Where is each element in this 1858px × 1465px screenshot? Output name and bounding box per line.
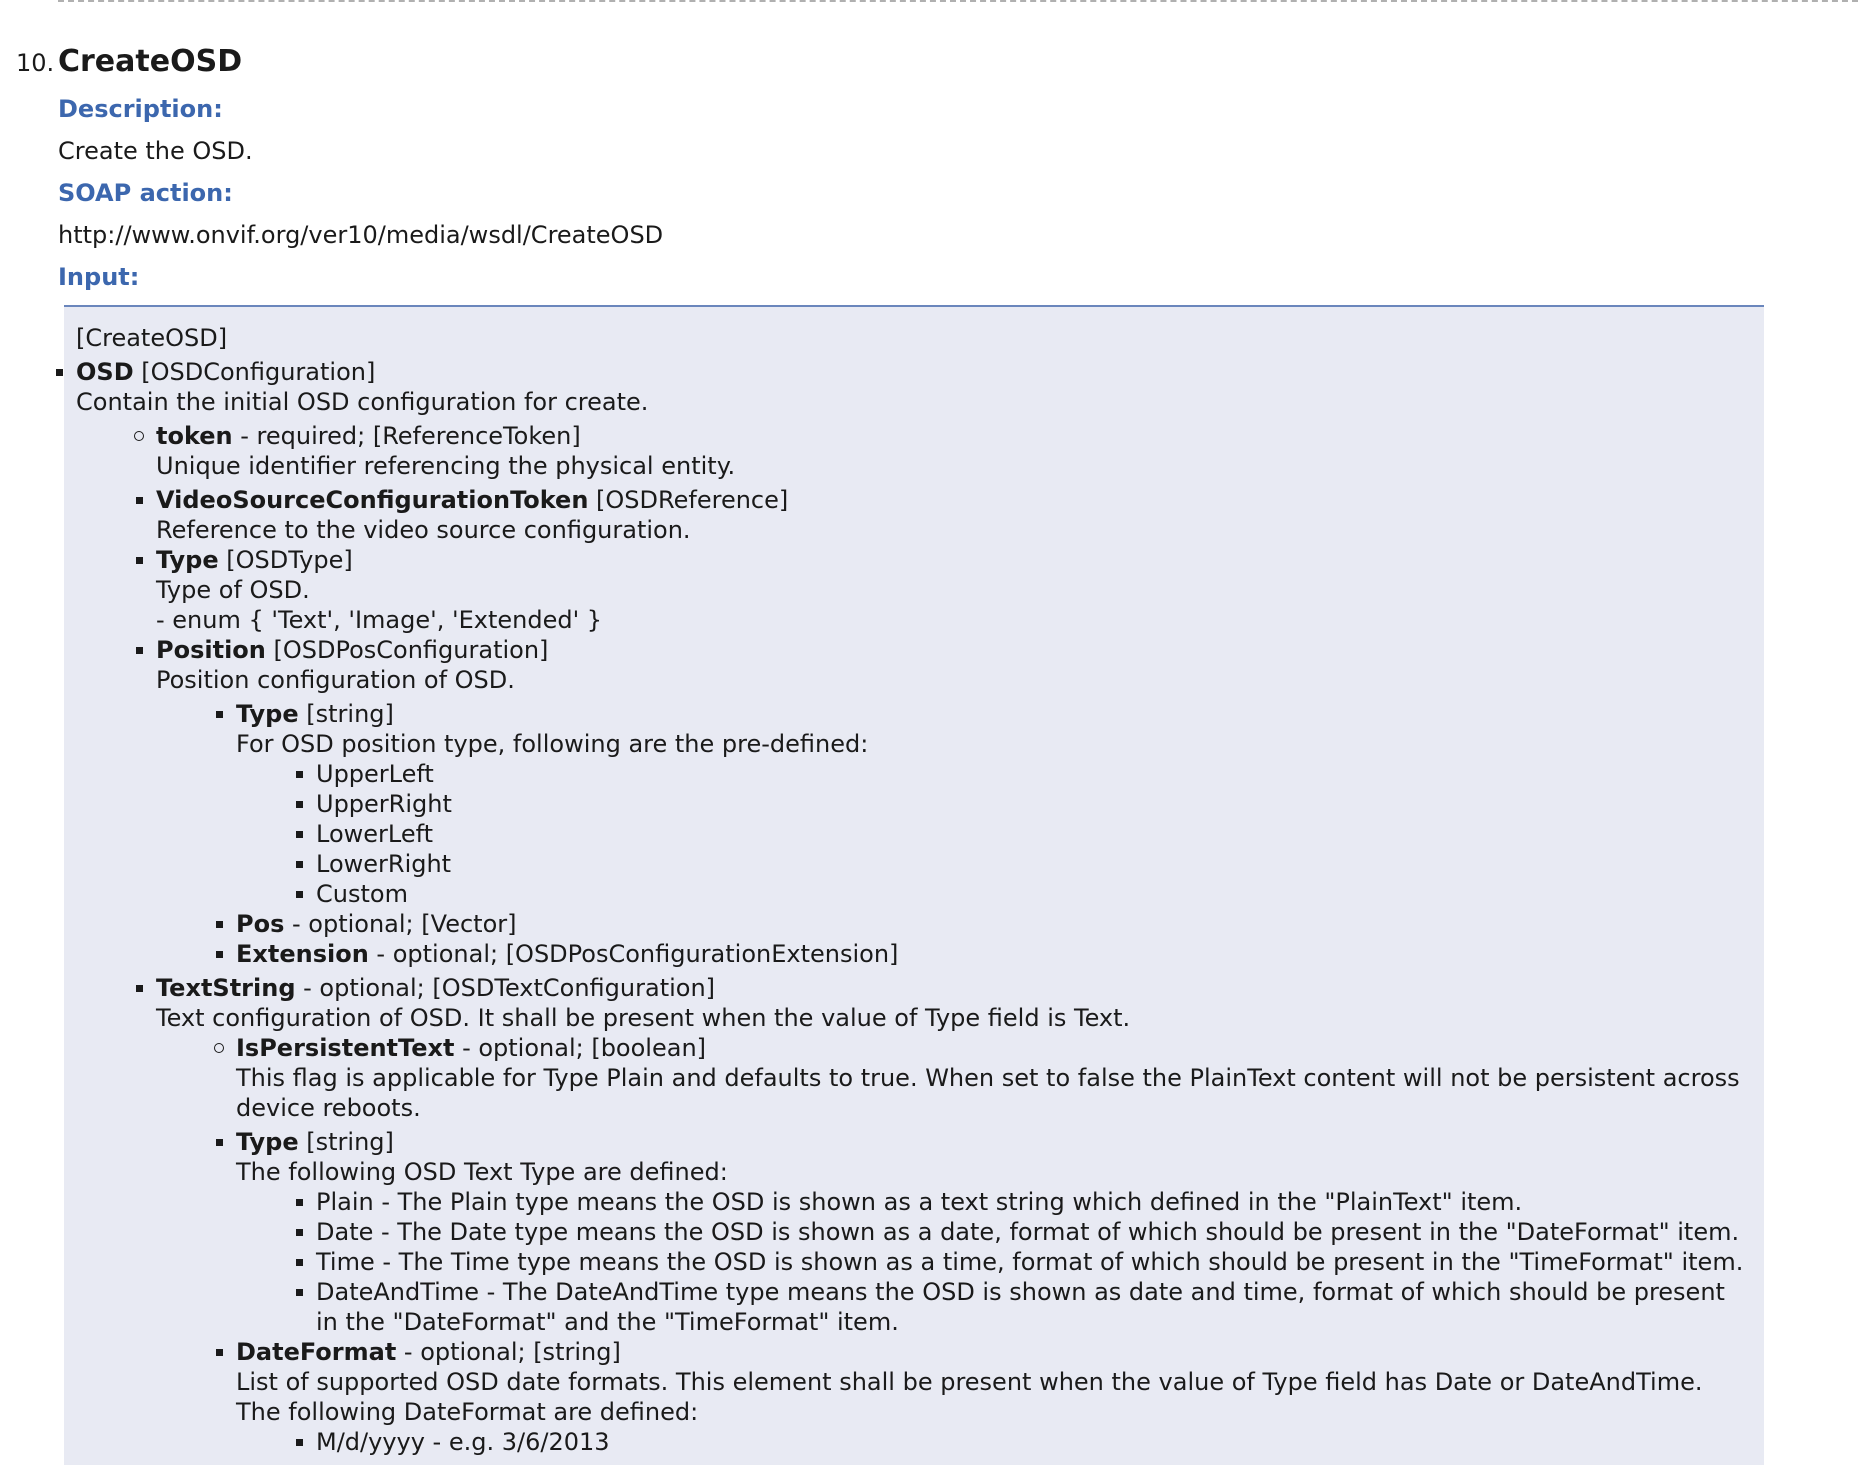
position-type-values [316,759,1752,909]
param-position-meta: [OSDPosConfiguration] [265,636,549,664]
param-dateformat-name: DateFormat [236,1338,397,1366]
param-text-type-desc: The following OSD Text Type are defined: [236,1158,728,1186]
operation-section [0,40,1858,298]
param-vsct-desc: Reference to the video source configuration. [156,516,691,544]
param-extension [236,939,1752,969]
soap-action-label: SOAP action: [58,179,233,207]
osd-param-list [76,357,1752,1457]
dateformat-values [316,1427,1752,1457]
param-type-enum: - enum { 'Text', 'Image', 'Extended' } [156,606,603,634]
list-item: M/d/yyyy - e.g. 3/6/2013 [316,1427,1752,1457]
param-type-desc: Type of OSD. [156,576,310,604]
param-dateformat-desc: List of supported OSD date formats. This element shall be present when the value of Type field has Date or DateAndTime. The following DateFormat are defined: [236,1368,1703,1426]
list-item: LowerLeft [316,819,1752,849]
param-osd-name: OSD [76,358,134,386]
param-position [156,635,1752,969]
param-pos [236,909,1752,939]
description-label: Description: [58,95,223,123]
param-ispersistenttext-meta: - optional; [boolean] [454,1034,707,1062]
description-text: Create the OSD. [58,137,253,165]
param-text-type-name: Type [236,1128,299,1156]
param-position-desc: Position configuration of OSD. [156,666,515,694]
param-vsct-name: VideoSourceConfigurationToken [156,486,589,514]
param-textstring-name: TextString [156,974,296,1002]
param-video-source-token [156,485,1752,545]
operation-title: CreateOSD [58,44,243,79]
input-label: Input: [58,263,140,291]
param-position-type [236,699,1752,909]
param-token-name: token [156,422,233,450]
position-children-list [236,699,1752,969]
soap-action-url: http://www.onvif.org/ver10/media/wsdl/CreateOSD [58,221,664,249]
param-text-type [236,1127,1752,1337]
textstring-children-list [236,1033,1752,1457]
param-extension-name: Extension [236,940,369,968]
param-type-name: Type [156,546,219,574]
param-position-name: Position [156,636,266,664]
param-osd-desc: Contain the initial OSD configuration for create. [76,388,649,416]
input-parameters-box [64,305,1764,1465]
param-vsct-meta: [OSDReference] [588,486,789,514]
param-osd-type: [OSDConfiguration] [133,358,376,386]
list-item: Plain - The Plain type means the OSD is shown as a text string which defined in the "PlainText" item. [316,1187,1752,1217]
param-type [156,545,1752,635]
param-pos-name: Pos [236,910,285,938]
param-type-meta: [OSDType] [218,546,353,574]
param-position-type-desc: For OSD position type, following are the pre-defined: [236,730,869,758]
param-token-meta: - required; [ReferenceToken] [232,422,581,450]
param-textstring-meta: - optional; [OSDTextConfiguration] [295,974,716,1002]
list-item: UpperLeft [316,759,1752,789]
list-item: LowerRight [316,849,1752,879]
param-text-type-meta: [string] [298,1128,394,1156]
operation-number: 10. [16,49,55,77]
list-item: Custom [316,879,1752,909]
param-textstring-desc: Text configuration of OSD. It shall be present when the value of Type field is Text. [156,1004,1131,1032]
param-osd [76,357,1752,1457]
param-token-desc: Unique identifier referencing the physical entity. [156,452,736,480]
param-position-type-name: Type [236,700,299,728]
param-ispersistenttext [236,1033,1752,1123]
param-position-type-meta: [string] [298,700,394,728]
param-ispersistenttext-name: IsPersistentText [236,1034,455,1062]
list-item: DateAndTime - The DateAndTime type means the OSD is shown as date and time, format of which should be present in the "DateFormat" and the "TimeFormat" item. [316,1277,1752,1337]
param-ispersistenttext-desc: This flag is applicable for Type Plain and defaults to true. When set to false the PlainText content will not be persistent across device reboots. [236,1064,1740,1122]
param-token [156,421,1752,481]
param-dateformat [236,1337,1752,1457]
section-divider [58,0,1858,2]
operation-heading [0,40,1858,82]
list-item: Date - The Date type means the OSD is shown as a date, format of which should be present in the "DateFormat" item. [316,1217,1752,1247]
param-dateformat-meta: - optional; [string] [396,1338,621,1366]
list-item: Time - The Time type means the OSD is shown as a time, format of which should be present in the "TimeFormat" item. [316,1247,1752,1277]
param-pos-meta: - optional; [Vector] [284,910,517,938]
input-root-element: [CreateOSD] [76,324,228,352]
text-type-values [316,1187,1752,1337]
osd-children-list [156,421,1752,1457]
param-textstring [156,973,1752,1457]
param-extension-meta: - optional; [OSDPosConfigurationExtension] [368,940,899,968]
list-item: UpperRight [316,789,1752,819]
